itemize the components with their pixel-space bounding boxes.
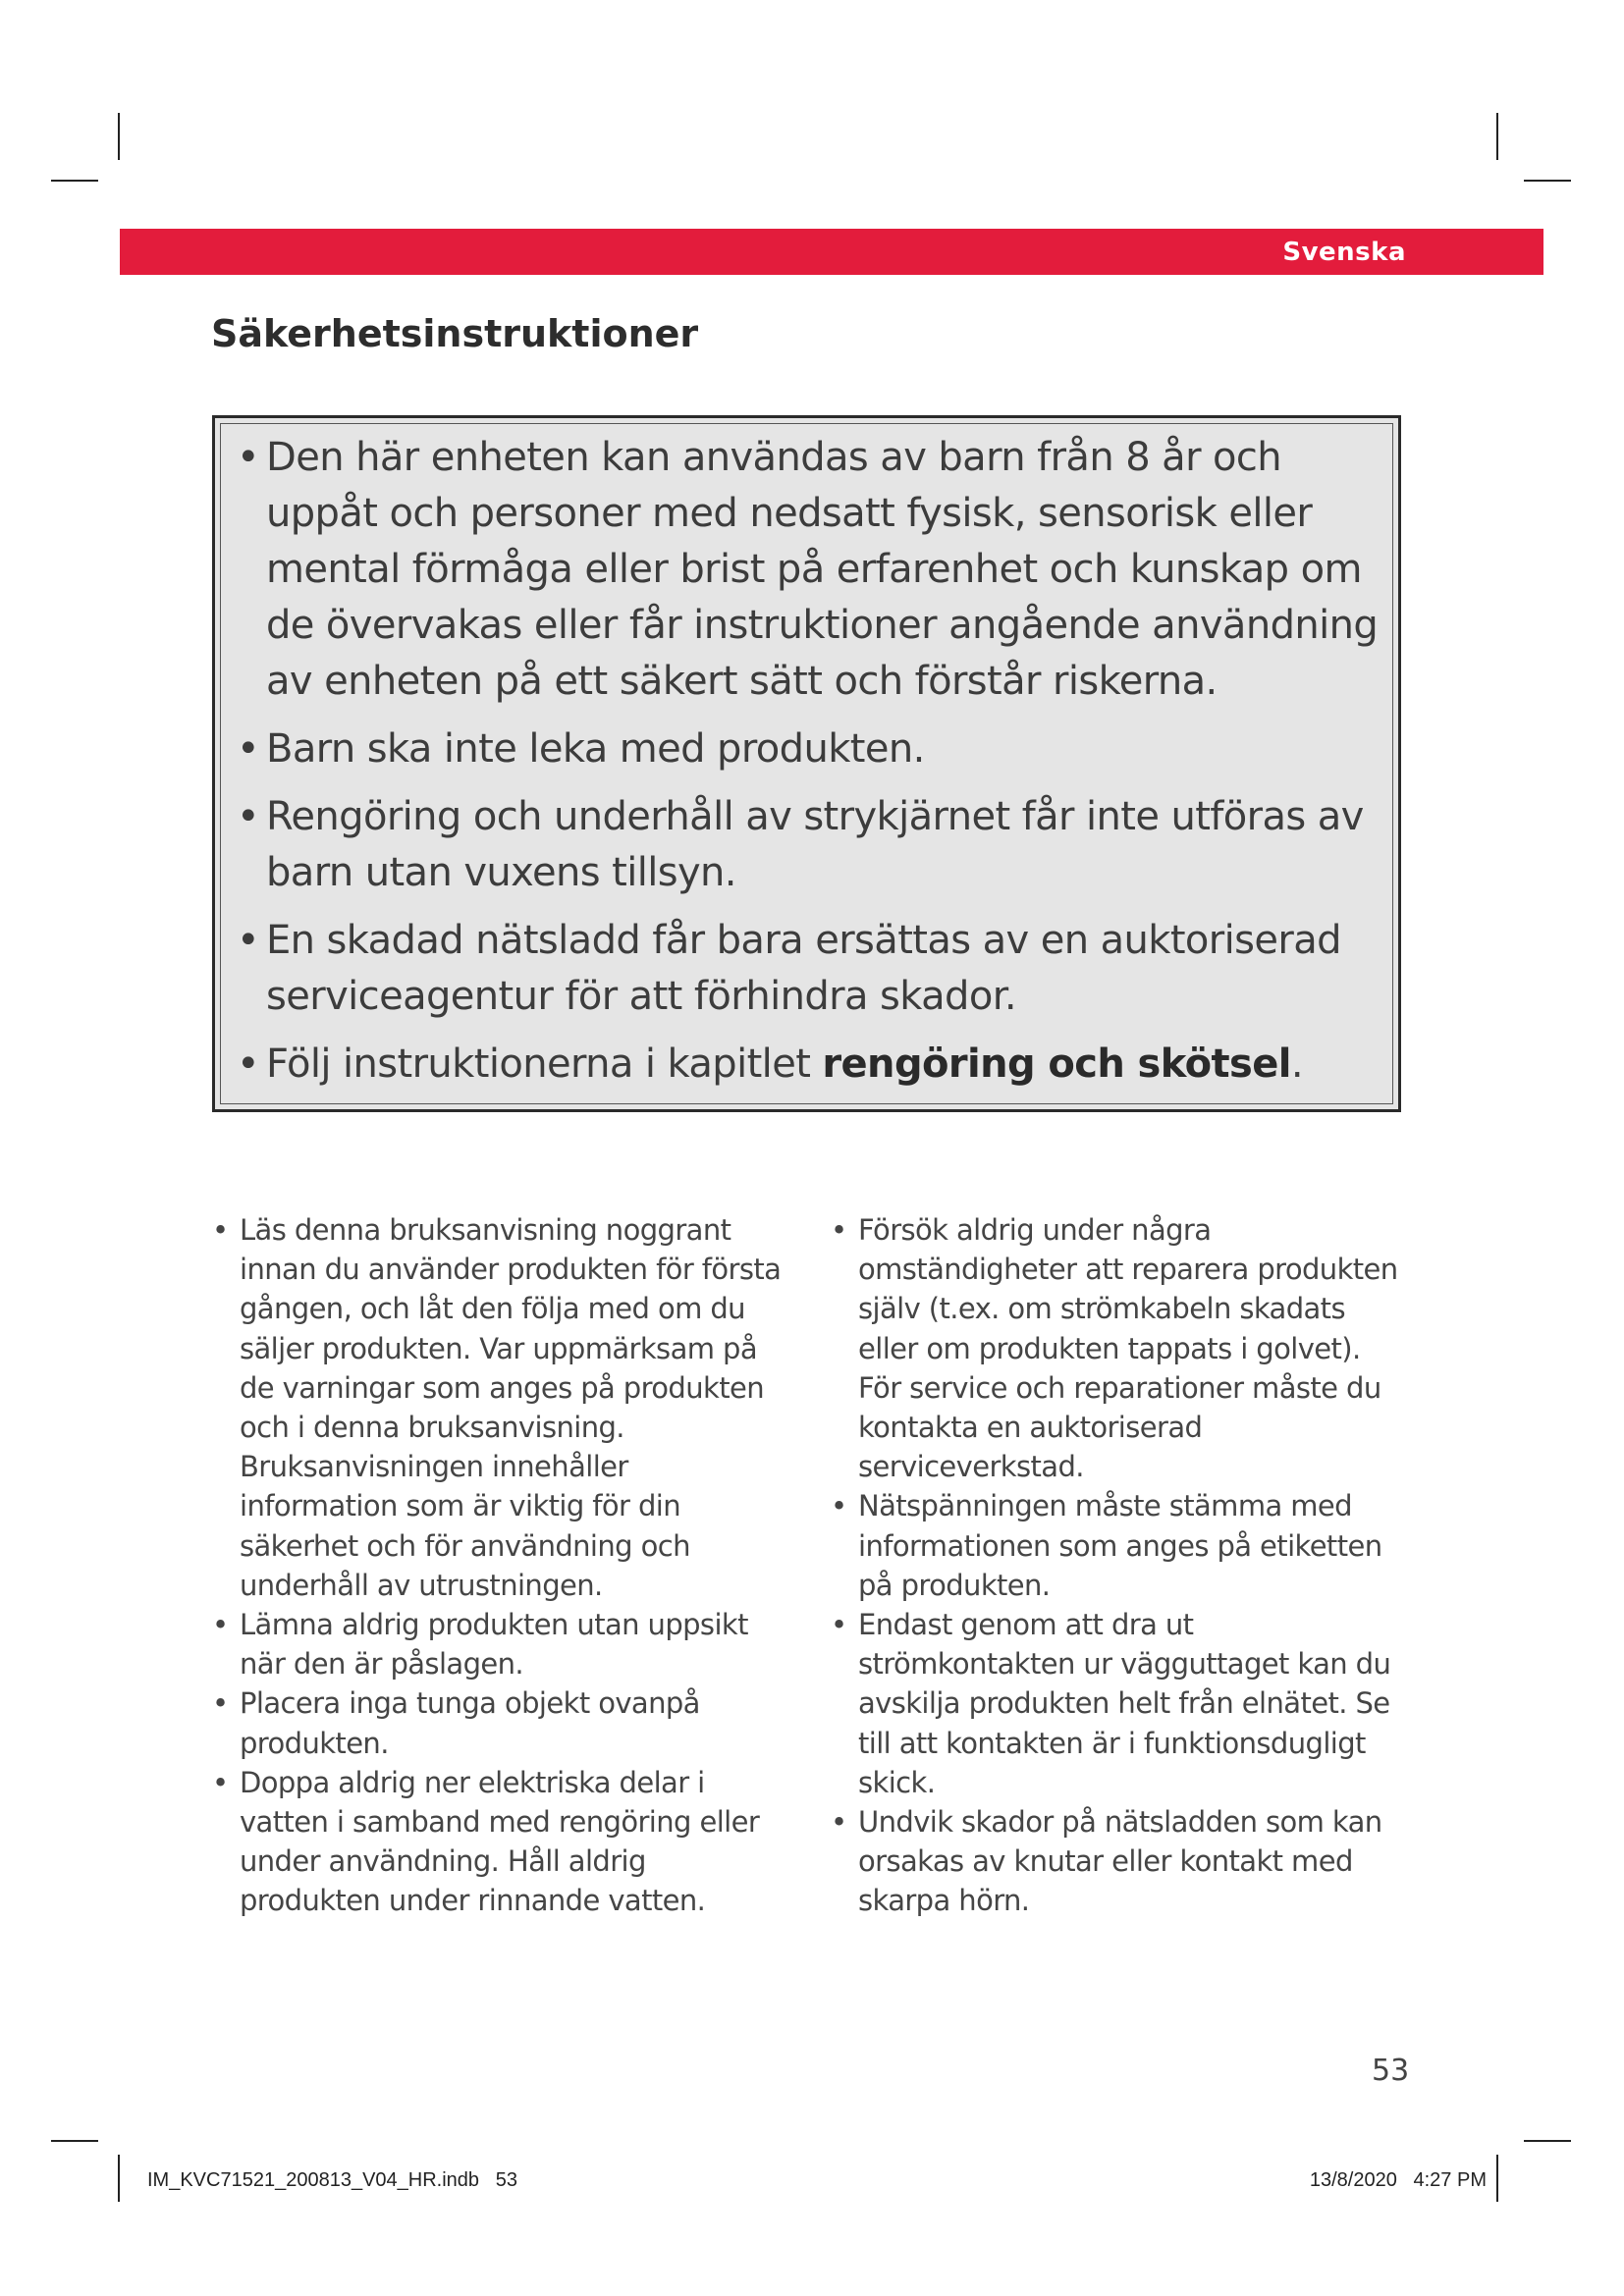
- bullet-icon: •: [831, 1489, 847, 1523]
- list-item: [831, 1605, 1400, 1802]
- list-item-text: Försök aldrig under några omständigheter att reparera produkten själv (t.ex. om strömkabeln skadats eller om produkten tappats i golvet). För service och reparationer måste du kontakta en auktoriserad serviceverkstad.: [858, 1213, 1398, 1484]
- crop-mark: [51, 180, 98, 182]
- list-item-text: Nätspänningen måste stämma med informationen som anges på etiketten på produkten.: [858, 1489, 1382, 1602]
- warning-item: [235, 913, 1379, 1025]
- warning-text: En skadad nätsladd får bara ersättas av en auktoriserad serviceagentur för att förhindra skador.: [266, 918, 1341, 1019]
- warning-item: [235, 1037, 1379, 1093]
- warning-item: [235, 721, 1379, 777]
- warning-item: [235, 789, 1379, 901]
- page-title: Säkerhetsinstruktioner: [211, 312, 699, 355]
- list-item-text: Endast genom att dra ut strömkontakten ur vägguttaget kan du avskilja produkten helt från elnätet. Se till att kontakten är i funktionsdugligt skick.: [858, 1608, 1391, 1799]
- bullet-icon: •: [237, 435, 259, 480]
- list-item: [212, 1605, 782, 1683]
- bullet-icon: •: [237, 1041, 259, 1087]
- bullet-icon: •: [237, 726, 259, 772]
- bullet-icon: •: [212, 1686, 229, 1721]
- list-item: [831, 1802, 1400, 1921]
- warning-text: Följ instruktionerna i kapitlet: [266, 1041, 823, 1087]
- crop-mark: [51, 2140, 98, 2142]
- footer-date: 13/8/2020 4:27 PM: [1309, 2169, 1487, 2191]
- language-label: Svenska: [1282, 238, 1406, 267]
- bullet-icon: •: [831, 1213, 847, 1247]
- bullet-icon: •: [212, 1765, 229, 1799]
- warning-text: Rengöring och underhåll av strykjärnet får inte utföras av barn utan vuxens tillsyn.: [266, 794, 1364, 895]
- crop-mark: [118, 2155, 120, 2202]
- page-number: 53: [1372, 2054, 1410, 2088]
- bullet-icon: •: [237, 918, 259, 963]
- safety-warning-box: [212, 415, 1401, 1112]
- instruction-list: [831, 1210, 1400, 1921]
- left-column: [212, 1210, 782, 1921]
- bullet-icon: •: [212, 1213, 229, 1247]
- warning-text-emphasis: rengöring och skötsel: [822, 1041, 1291, 1087]
- list-item: [212, 1683, 782, 1762]
- list-item-text: Placera inga tunga objekt ovanpå produkten.: [240, 1686, 700, 1760]
- bullet-icon: •: [831, 1805, 847, 1840]
- crop-mark: [1496, 113, 1498, 160]
- bullet-icon: •: [831, 1608, 847, 1642]
- crop-mark: [1496, 2155, 1498, 2202]
- list-item: [212, 1210, 782, 1605]
- warning-text: Barn ska inte leka med produkten.: [266, 726, 925, 772]
- bullet-icon: •: [212, 1608, 229, 1642]
- list-item: [212, 1763, 782, 1921]
- warning-item: [235, 430, 1379, 710]
- right-column: [831, 1210, 1400, 1921]
- warning-text: Den här enheten kan användas av barn från 8 år och uppåt och personer med nedsatt fysisk, sensorisk eller mental förmåga eller brist på erfarenhet och kunskap om de övervakas eller får instruktioner angående användning av enheten på ett säkert sätt och förstår riskerna.: [266, 435, 1379, 704]
- crop-mark: [1524, 180, 1571, 182]
- warning-text-end: .: [1290, 1041, 1304, 1087]
- bullet-icon: •: [237, 794, 259, 839]
- list-item-text: Undvik skador på nätsladden som kan orsakas av knutar eller kontakt med skarpa hörn.: [858, 1805, 1382, 1918]
- instruction-list: [212, 1210, 782, 1921]
- crop-mark: [118, 113, 120, 160]
- footer-file-info: IM_KVC71521_200813_V04_HR.indb 53: [147, 2169, 517, 2191]
- warning-list: [235, 430, 1379, 1104]
- list-item: [831, 1210, 1400, 1486]
- list-item-text: Doppa aldrig ner elektriska delar i vatten i samband med rengöring eller under användning. Håll aldrig produkten under rinnande vatten.: [240, 1765, 760, 1918]
- language-header-bar: [120, 229, 1543, 275]
- list-item-text: Läs denna bruksanvisning noggrant innan du använder produkten för första gången, och låt den följa med om du säljer produkten. Var uppmärksam på de varningar som anges på produkten och i denna bruksanvisning. Bruksanvisningen innehåller information som är viktig för din säkerhet och för användning och underhåll av utrustningen.: [240, 1213, 782, 1602]
- list-item: [831, 1486, 1400, 1605]
- crop-mark: [1524, 2140, 1571, 2142]
- list-item-text: Lämna aldrig produkten utan uppsikt när den är påslagen.: [240, 1608, 748, 1682]
